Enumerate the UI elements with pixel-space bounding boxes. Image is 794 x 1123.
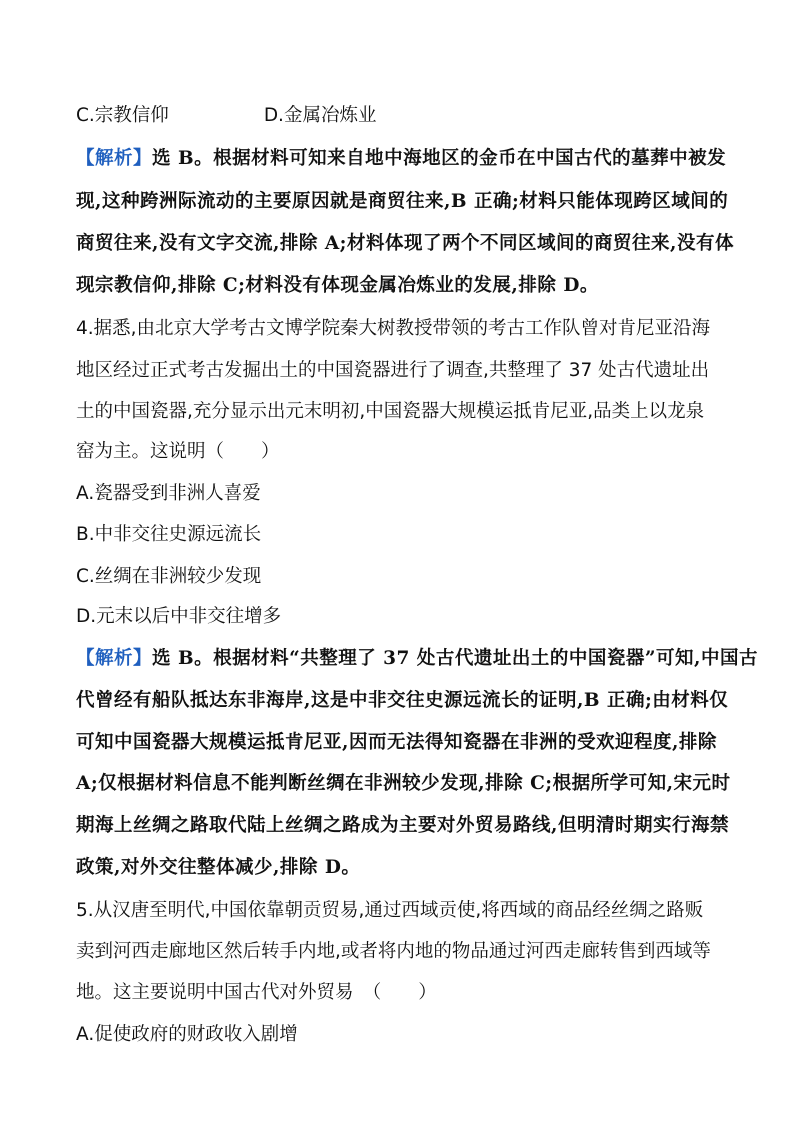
analysis-text: 选 B。根据材料可知来自地中海地区的金币在中国古代的墓葬中被发 [152, 148, 727, 169]
question-4-stem-line-3: 土的中国瓷器,充分显示出元末明初,中国瓷器大规模运抵肯尼亚,品类上以龙泉 [76, 401, 705, 422]
analysis-tag: 【解析】 [76, 148, 153, 169]
analysis-4-line-6: 政策,对外交往整体减少,排除 D。 [76, 857, 361, 878]
question-5-stem-line-1: 5.从汉唐至明代,中国依靠朝贡贸易,通过西域贡使,将西域的商品经丝绸之路贩 [76, 900, 704, 921]
question-4-option-a: A.瓷器受到非洲人喜爱 [76, 483, 261, 504]
analysis-text: 选 B。根据材料“共整理了 37 处古代遗址出土的中国瓷器”可知,中国古 [152, 648, 758, 669]
analysis-4-line-4: A;仅根据材料信息不能判断丝绸在非洲较少发现,排除 C;根据所学可知,宋元时 [76, 773, 731, 794]
question-5-option-a: A.促使政府的财政收入剧增 [76, 1024, 298, 1045]
analysis-3-line-1 [76, 146, 726, 172]
question-4-option-b: B.中非交往史源远流长 [76, 524, 262, 545]
question-4-stem-line-2: 地区经过正式考古发掘出土的中国瓷器进行了调查,共整理了 37 处古代遗址出 [76, 360, 710, 381]
question-4-stem-line-1: 4.据悉,由北京大学考古文博学院秦大树教授带领的考古工作队曾对肯尼亚沿海 [76, 318, 711, 339]
question-5-stem-line-3: 地。这主要说明中国古代对外贸易 （ ） [76, 982, 437, 1003]
analysis-3-line-3: 商贸往来,没有文字交流,排除 A;材料体现了两个不同区域间的商贸往来,没有体 [76, 233, 734, 254]
question-4-option-c: C.丝绸在非洲较少发现 [76, 566, 262, 587]
question-5-stem-line-2: 卖到河西走廊地区然后转手内地,或者将内地的物品通过河西走廊转售到西域等 [76, 941, 711, 962]
option-d: D.金属冶炼业 [263, 105, 377, 126]
analysis-3-line-2: 现,这种跨洲际流动的主要原因就是商贸往来,B 正确;材料只能体现跨区域间的 [76, 191, 729, 212]
analysis-4-line-3: 可知中国瓷器大规模运抵肯尼亚,因而无法得知瓷器在非洲的受欢迎程度,排除 [76, 732, 717, 753]
question-3-options [76, 103, 726, 129]
analysis-4-line-1 [76, 646, 758, 672]
analysis-3-line-4: 现宗教信仰,排除 C;材料没有体现金属冶炼业的发展,排除 D。 [76, 275, 599, 296]
analysis-tag: 【解析】 [76, 648, 153, 669]
question-4-option-d: D.元末以后中非交往增多 [76, 606, 282, 627]
analysis-4-line-2: 代曾经有船队抵达东非海岸,这是中非交往史源远流长的证明,B 正确;由材料仅 [76, 690, 729, 711]
option-c: C.宗教信仰 [76, 105, 169, 126]
analysis-4-line-5: 期海上丝绸之路取代陆上丝绸之路成为主要对外贸易路线,但明清时期实行海禁 [76, 815, 729, 836]
question-4-stem-line-4: 窑为主。这说明（ ） [76, 441, 280, 462]
